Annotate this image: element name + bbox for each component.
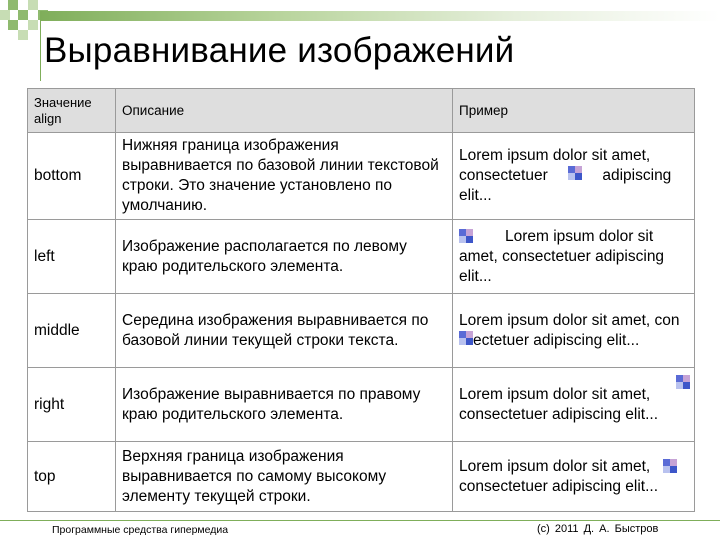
header-value [28, 89, 116, 133]
example-text: Lorem ipsum dolor sit amet, [459, 457, 651, 475]
footer-course: Программные средства гипермедиа [52, 524, 229, 536]
table-row [28, 442, 695, 512]
table-row [28, 133, 695, 220]
footer-copyright: (c) 2011 Д. А. Быстров [537, 523, 659, 535]
row-example [453, 133, 695, 220]
deco-square [18, 10, 28, 20]
header-value-line2: align [34, 110, 62, 126]
table-row [28, 368, 695, 442]
row-value: top [28, 442, 116, 512]
row-value: bottom [28, 133, 116, 220]
example-text: adipiscing elit... [459, 167, 672, 204]
checker-pixel-icon [459, 229, 473, 243]
deco-square [0, 10, 10, 20]
checker-pixel-icon [568, 166, 582, 180]
row-example [453, 368, 695, 442]
deco-square [18, 30, 28, 40]
row-description: Верхняя граница изображения выравнивается по самому высокому элементу текущей строки. [116, 442, 453, 512]
checker-pixel-icon [676, 375, 690, 389]
example-text: Lorem ipsum dolor sit amet, consectetuer adipiscing elit... [459, 385, 659, 423]
checker-pixel-icon [459, 331, 473, 345]
row-description: Нижняя граница изображения выравнивается по базовой линии текстовой строки. Это значение установлено по умолчанию. [116, 133, 453, 220]
row-example [453, 294, 695, 368]
footer-rule [0, 520, 720, 521]
table-row [28, 220, 695, 294]
row-value: left [28, 220, 116, 294]
deco-square [8, 0, 18, 10]
example-text: Lorem ipsum dolor sit amet, con [459, 311, 680, 329]
row-value: right [28, 368, 116, 442]
header-bar [40, 11, 720, 21]
table-row [28, 294, 695, 368]
example-text: ectetuer adipiscing elit... [473, 331, 640, 349]
row-example [453, 220, 695, 294]
table-header-row [28, 89, 695, 133]
header-description: Описание [116, 89, 453, 133]
header-rule [40, 21, 41, 81]
deco-square [28, 0, 38, 10]
row-description: Изображение располагается по левому краю родительского элемента. [116, 220, 453, 294]
deco-square [8, 20, 18, 30]
row-example [453, 442, 695, 512]
page-title: Выравнивание изображений [44, 31, 515, 70]
deco-square [28, 20, 38, 30]
header-value-line1: Значение [34, 94, 92, 110]
row-description: Середина изображения выравнивается по базовой линии текущей строки текста. [116, 294, 453, 368]
example-text: Lorem ipsum dolor sit amet, consectetuer [459, 147, 651, 184]
checker-pixel-icon [663, 459, 677, 473]
row-description: Изображение выравнивается по правому краю родительского элемента. [116, 368, 453, 442]
example-text: consectetuer adipiscing elit... [459, 477, 659, 495]
row-value: middle [28, 294, 116, 368]
header-example: Пример [453, 89, 695, 133]
align-table [27, 88, 695, 512]
example-text: Lorem ipsum dolor sit amet, consectetuer adipiscing elit... [459, 227, 665, 285]
